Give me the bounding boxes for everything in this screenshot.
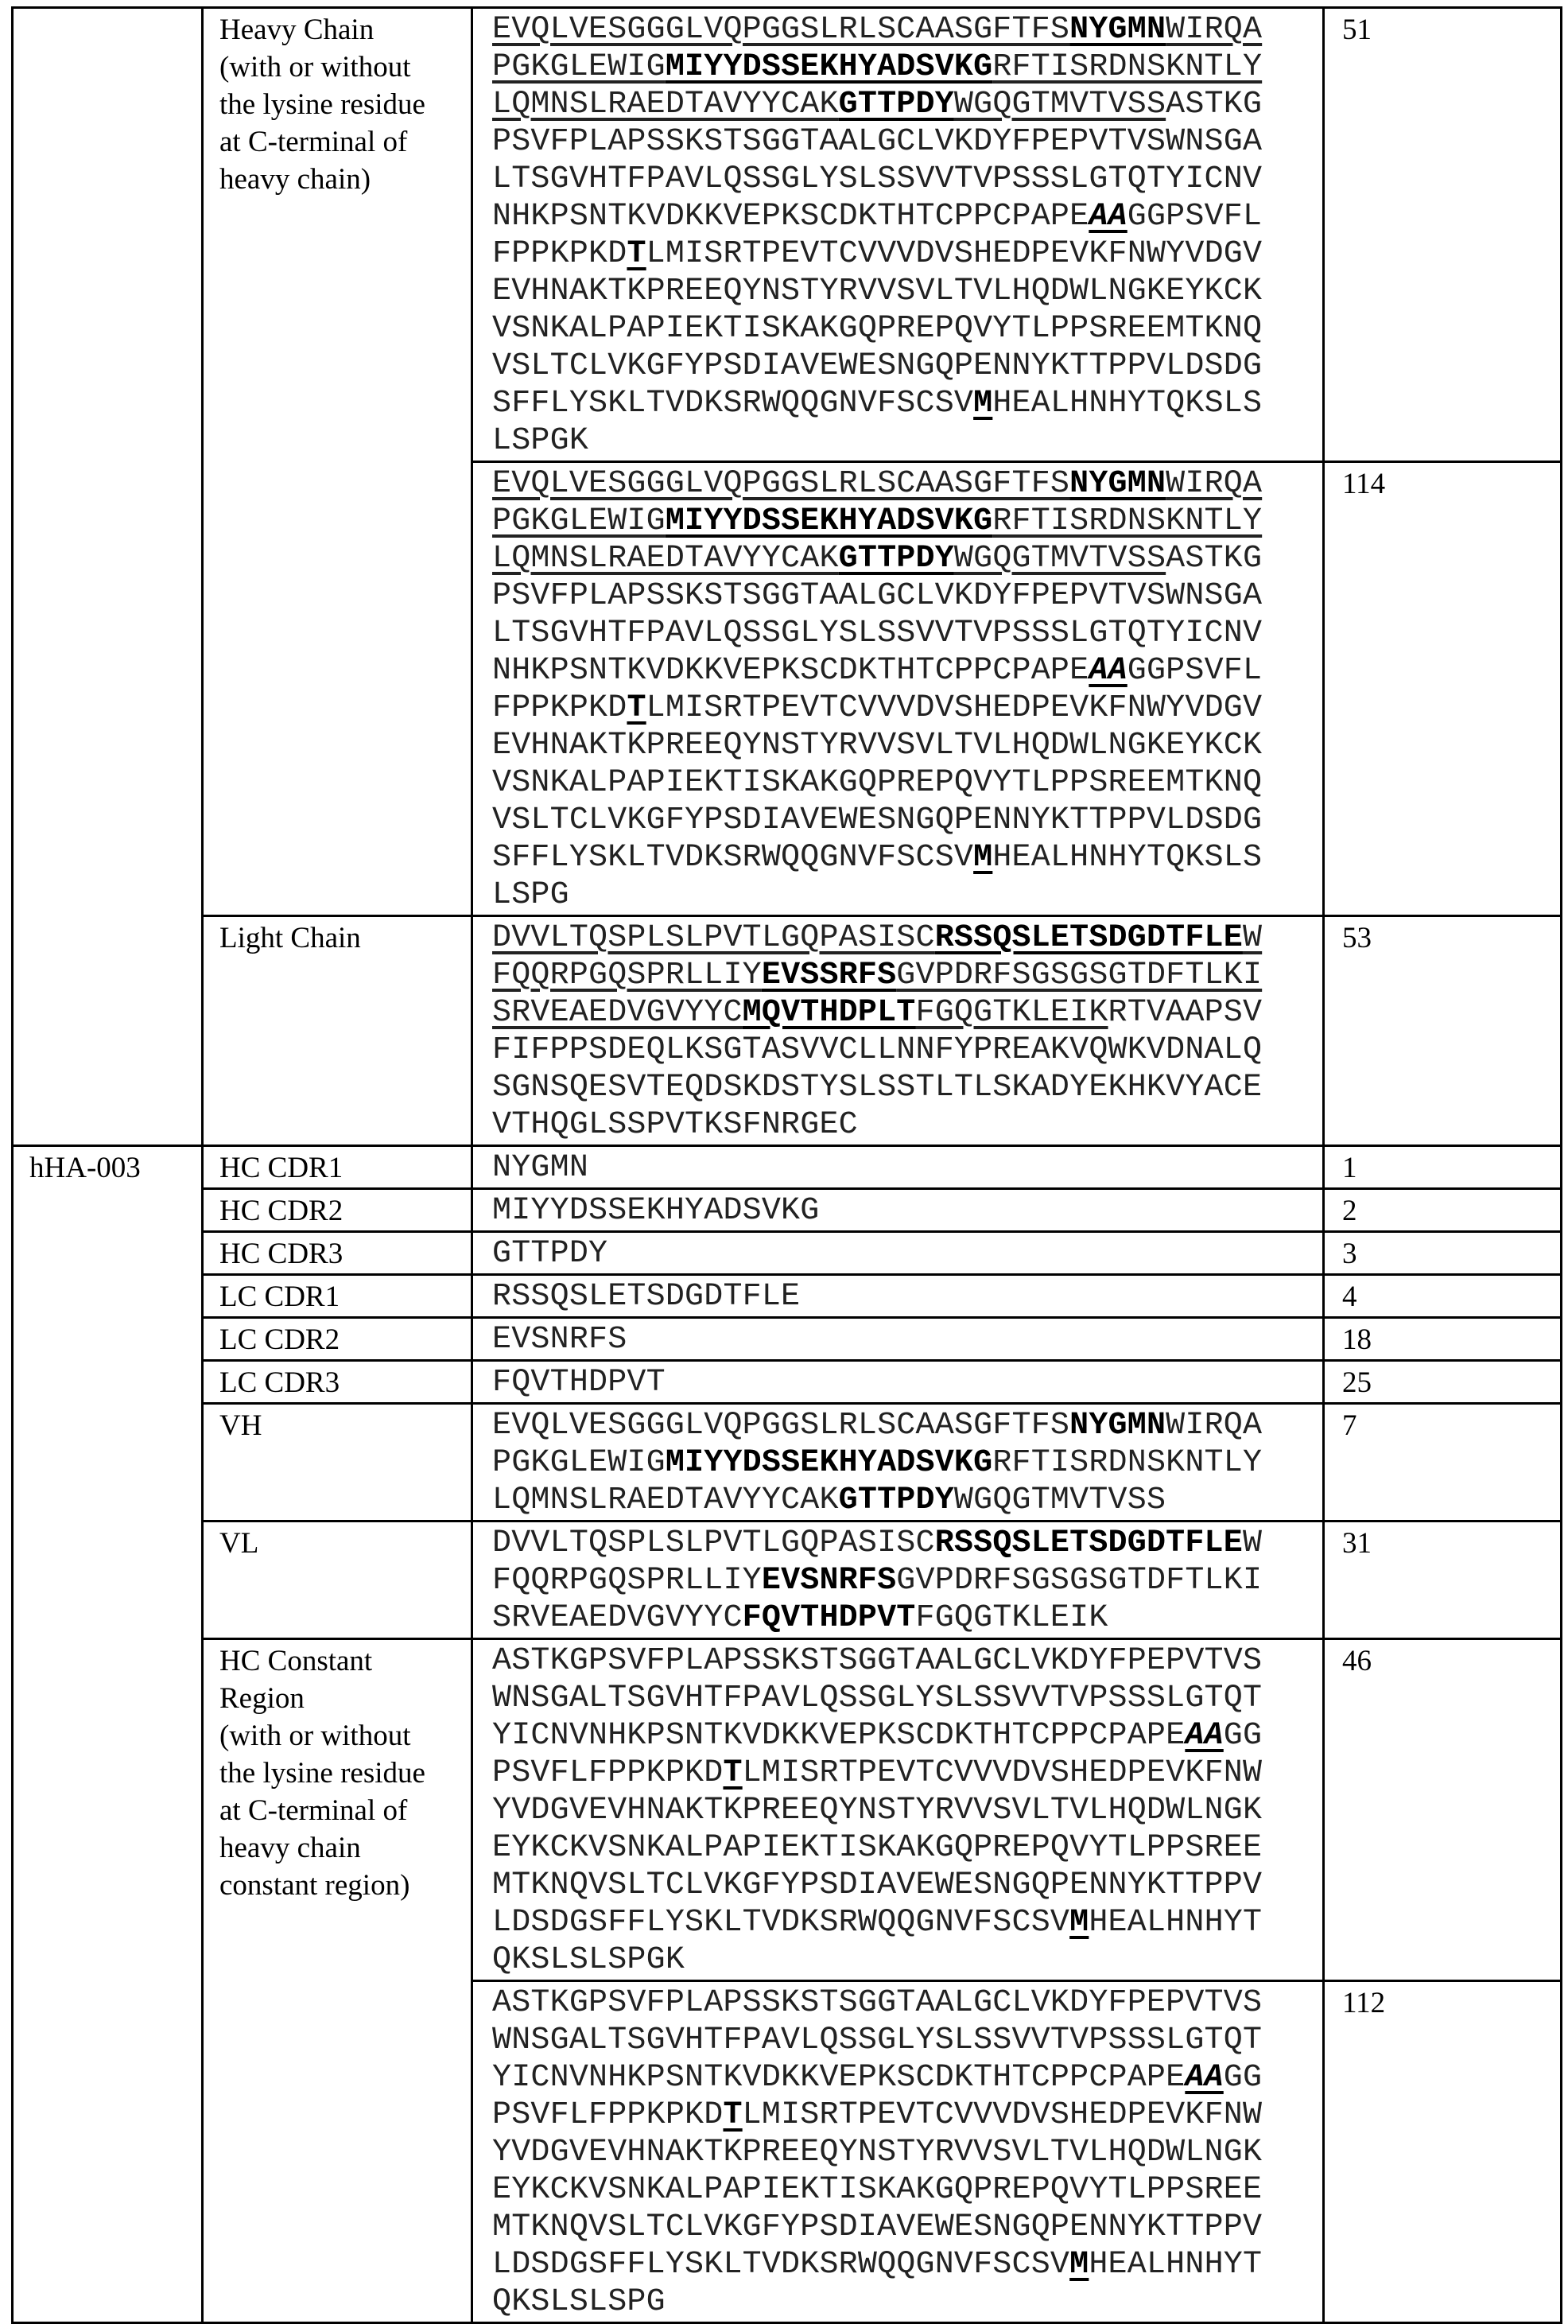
sequence-line xyxy=(492,273,1322,310)
residues: FPPKPKD xyxy=(492,690,627,726)
table-row xyxy=(13,1404,1562,1521)
residues: SFFLYSKLTVDKSRWQQGNVFSCSV xyxy=(492,386,973,422)
sequence-line xyxy=(492,348,1322,385)
residues: LSPG xyxy=(492,877,569,913)
residues: LDSDGSFFLYSKLTVDKSRWQQGNVFSCSV xyxy=(492,2247,1069,2283)
table-row xyxy=(13,1361,1562,1404)
sequence-line xyxy=(492,652,1322,690)
sequence-line xyxy=(492,1717,1322,1755)
residues: LSPGK xyxy=(492,423,588,459)
residues: FGQGTKLEIK xyxy=(916,1600,1108,1636)
residues: YICNVNHKPSNTKVDKKVEPKSCDKTHTCPPCPAPE xyxy=(492,2060,1185,2096)
region-label: HC Constant Region (with or without the lysine residue at C-terminal of heavy chain constant region) xyxy=(203,1639,472,2323)
sequence-line xyxy=(492,1482,1322,1519)
residues: LMISRTPEVTCVVVDVSHEDPEVKFNWYVDGV xyxy=(646,236,1263,272)
highlighted-residues: AA xyxy=(1089,199,1127,235)
seq-id-number: 18 xyxy=(1324,1318,1562,1361)
residues: EVQLVESGGGLVQPGGSLRLSCAASGFTFS xyxy=(492,12,1069,48)
table-row xyxy=(13,1189,1562,1232)
sequence-table xyxy=(11,6,1562,2324)
sequence-cell xyxy=(472,8,1324,462)
sequence-cell xyxy=(472,1146,1324,1189)
sequence-line xyxy=(492,2209,1322,2246)
sequence-line xyxy=(492,2097,1322,2134)
sequence-line xyxy=(492,2246,1322,2283)
residues: LQMNSLRAEDTAVYYCAK xyxy=(492,1483,839,1518)
residues: DVVLTQSPLSLPVTLGQPASISC xyxy=(492,920,935,956)
residues: GG xyxy=(1224,1718,1262,1754)
sequence-line xyxy=(492,1444,1322,1482)
residues: EYKCKVSNKALPAPIEKTISKAKGQPREPQVYTLPPSREE xyxy=(492,1830,1262,1866)
sequence-line xyxy=(492,86,1322,123)
highlighted-residues: EVSNRFS xyxy=(762,1563,896,1599)
sequence-line xyxy=(492,503,1322,540)
highlighted-residues: GTTPDY xyxy=(839,87,954,122)
residues: EVHNAKTKPREEQYNSTYRVVSVLTVLHQDWLNGKEYKCK xyxy=(492,274,1262,309)
residues: EVQLVESGGGLVQPGGSLRLSCAASGFTFS xyxy=(492,466,1069,502)
residues: RTVAAPSV xyxy=(1108,995,1263,1031)
sequence-cell xyxy=(472,916,1324,1146)
residues: GG xyxy=(1224,2060,1262,2096)
seq-id-number: 51 xyxy=(1324,8,1562,462)
sequence-line xyxy=(492,1364,1322,1401)
highlighted-residues: GTTPDY xyxy=(839,541,954,577)
sequence-line xyxy=(492,2022,1322,2059)
sequence-line xyxy=(492,764,1322,802)
residues: LTSGVHTFPAVLQSSGLYSLSSVVTVPSSSLGTQTYICNV xyxy=(492,616,1262,651)
residues: HEALHNHYT xyxy=(1089,2247,1262,2283)
residues: NHKPSNTKVDKKVEPKSCDKTHTCPPCPAPE xyxy=(492,199,1089,235)
antibody-name: hHA-003 xyxy=(13,1146,203,2323)
residues: VSNKALPAPIEKTISKAKGQPREPQVYTLPPSREEMTKNQ xyxy=(492,765,1262,801)
residues: PSVFPLAPSSKSTSGGTAALGCLVKDYFPEPVTVSWNSGA xyxy=(492,124,1262,160)
residues: RSSQSLETSDGDTFLE xyxy=(492,1279,800,1315)
highlighted-residues: NYGMN xyxy=(1069,12,1166,48)
residues: LDSDGSFFLYSKLTVDKSRWQQGNVFSCSV xyxy=(492,1905,1069,1941)
residues: RFTISRDNSKNTLY xyxy=(992,49,1262,85)
residues: HEALHNHYTQKSLS xyxy=(992,386,1262,422)
table-row xyxy=(13,1146,1562,1189)
sequence-line xyxy=(492,161,1322,198)
region-label: LC CDR1 xyxy=(203,1275,472,1318)
seq-id-number: 53 xyxy=(1324,916,1562,1146)
residues: MTKNQVSLTCLVKGFYPSDIAVEWESNGQPENNYKTTPPV xyxy=(492,1867,1262,1903)
residues: SFFLYSKLTVDKSRWQQGNVFSCSV xyxy=(492,840,973,876)
sequence-line xyxy=(492,1792,1322,1829)
residues: WGQGTMVTVSS xyxy=(954,1483,1166,1518)
table-row xyxy=(13,8,1562,462)
residues: LTSGVHTFPAVLQSSGLYSLSSVVTVPSSSLGTQTYICNV xyxy=(492,161,1262,197)
residues: HEALHNHYT xyxy=(1089,1905,1262,1941)
highlighted-residues: AA xyxy=(1185,2060,1223,2096)
sequence-line xyxy=(492,1235,1322,1273)
residues: VSLTCLVKGFYPSDIAVEWESNGQPENNYKTTPPVLDSDG xyxy=(492,348,1262,384)
region-label: LC CDR3 xyxy=(203,1361,472,1404)
residues: PSVFLFPPKPKD xyxy=(492,2097,723,2133)
sequence-line xyxy=(492,235,1322,273)
sequence-cell xyxy=(472,1232,1324,1275)
highlighted-residues: M xyxy=(1069,2247,1089,2283)
residues: VSNKALPAPIEKTISKAKGQPREPQVYTLPPSREEMTKNQ xyxy=(492,311,1262,347)
residues: RFTISRDNSKNTLY xyxy=(992,503,1262,539)
table-row xyxy=(13,1639,1562,1981)
residues: EVQLVESGGGLVQPGGSLRLSCAASGFTFS xyxy=(492,1408,1069,1444)
highlighted-residues: MIYYDSSEKHYADSVKG xyxy=(666,1445,992,1481)
seq-id-number: 2 xyxy=(1324,1189,1562,1232)
residues: FGQGTKLEIK xyxy=(916,995,1108,1031)
sequence-line xyxy=(492,577,1322,615)
residues: FQVTHDPVT xyxy=(492,1365,666,1401)
highlighted-residues: T xyxy=(723,2097,742,2133)
sequence-line xyxy=(492,1321,1322,1358)
residues: YVDGVEVHNAKTKPREEQYNSTYRVVSVLTVLHQDWLNGK xyxy=(492,1793,1262,1828)
seq-id-number: 46 xyxy=(1324,1639,1562,1981)
sequence-line xyxy=(492,1407,1322,1444)
highlighted-residues: MIYYDSSEKHYADSVKG xyxy=(666,49,992,85)
sequence-line xyxy=(492,1904,1322,1941)
seq-id-number: 4 xyxy=(1324,1275,1562,1318)
residues: W xyxy=(1243,920,1262,956)
table-row xyxy=(13,1232,1562,1275)
residues: GGPSVFL xyxy=(1127,653,1262,689)
table-row xyxy=(13,1275,1562,1318)
highlighted-residues: EVSSRFS xyxy=(762,958,896,993)
sequence-line xyxy=(492,1680,1322,1717)
residues: WNSGALTSGVHTFPAVLQSSGLYSLSSVVTVPSSSLGTQT xyxy=(492,1681,1262,1716)
region-label: VL xyxy=(203,1521,472,1639)
region-label: LC CDR2 xyxy=(203,1318,472,1361)
seq-id-number: 25 xyxy=(1324,1361,1562,1404)
sequence-cell xyxy=(472,1404,1324,1521)
sequence-line xyxy=(492,385,1322,422)
residues: ASTKG xyxy=(1166,87,1262,122)
sequence-line xyxy=(492,1192,1322,1230)
sequence-line xyxy=(492,1755,1322,1792)
region-label: Heavy Chain (with or without the lysine residue at C-terminal of heavy chain) xyxy=(203,8,472,916)
seq-id-number: 3 xyxy=(1324,1232,1562,1275)
sequence-line xyxy=(492,1941,1322,1979)
region-label: Light Chain xyxy=(203,916,472,1146)
sequence-cell xyxy=(472,462,1324,916)
highlighted-residues: M xyxy=(1069,1905,1089,1941)
highlighted-residues: NYGMN xyxy=(1069,466,1166,502)
residues: HEALHNHYTQKSLS xyxy=(992,840,1262,876)
residues: FPPKPKD xyxy=(492,236,627,272)
sequence-line xyxy=(492,1599,1322,1637)
highlighted-residues: MIYYDSSEKHYADSVKG xyxy=(666,503,992,539)
table-row xyxy=(13,916,1562,1146)
sequence-line xyxy=(492,957,1322,994)
sequence-line xyxy=(492,1984,1322,2022)
residues: ASTKG xyxy=(1166,541,1262,577)
residues: QKSLSLSPGK xyxy=(492,1942,685,1978)
seq-id-number: 31 xyxy=(1324,1521,1562,1639)
region-label: VH xyxy=(203,1404,472,1521)
sequence-line xyxy=(492,2134,1322,2171)
sequence-line xyxy=(492,310,1322,348)
region-label: HC CDR3 xyxy=(203,1232,472,1275)
sequence-line xyxy=(492,994,1322,1032)
sequence-line xyxy=(492,615,1322,652)
residues: DVVLTQSPLSLPVTLGQPASISC xyxy=(492,1525,935,1561)
highlighted-residues: AA xyxy=(1089,653,1127,689)
residues: WNSGALTSGVHTFPAVLQSSGLYSLSSVVTVPSSSLGTQT xyxy=(492,2023,1262,2058)
sequence-line xyxy=(492,919,1322,957)
residues: PSVFPLAPSSKSTSGGTAALGCLVKDYFPEPVTVSWNSGA xyxy=(492,578,1262,614)
residues: FIFPPSDEQLKSGTASVVCLLNNFYPREAKVQWKVDNALQ xyxy=(492,1032,1262,1068)
sequence-line xyxy=(492,465,1322,503)
sequence-line xyxy=(492,727,1322,764)
region-label: HC CDR1 xyxy=(203,1146,472,1189)
residues: MIYYDSSEKHYADSVKG xyxy=(492,1193,819,1229)
sequence-line xyxy=(492,123,1322,161)
residues: WIRQA xyxy=(1166,466,1262,502)
sequence-line xyxy=(492,11,1322,49)
sequence-line xyxy=(492,422,1322,460)
seq-id-number: 7 xyxy=(1324,1404,1562,1521)
sequence-line xyxy=(492,1525,1322,1562)
residues: NYGMN xyxy=(492,1150,588,1186)
table-row xyxy=(13,1318,1562,1361)
residues: NHKPSNTKVDKKVEPKSCDKTHTCPPCPAPE xyxy=(492,653,1089,689)
sequence-line xyxy=(492,2059,1322,2097)
residues: PSVFLFPPKPKD xyxy=(492,1755,723,1791)
sequence-cell xyxy=(472,1275,1324,1318)
residues: YVDGVEVHNAKTKPREEQYNSTYRVVSVLTVLHQDWLNGK xyxy=(492,2135,1262,2170)
residues: GTTPDY xyxy=(492,1236,607,1272)
sequence-cell xyxy=(472,1521,1324,1639)
residues: GVPDRFSGSGSGTDFTLKI xyxy=(896,958,1262,993)
residues: WGQGTMVTVSS xyxy=(954,541,1166,577)
highlighted-residues: NYGMN xyxy=(1069,1408,1166,1444)
sequence-cell xyxy=(472,1318,1324,1361)
sequence-line xyxy=(492,1278,1322,1316)
residues: LMISRTPEVTCVVVDVSHEDPEVKFNW xyxy=(743,1755,1263,1791)
residues: EYKCKVSNKALPAPIEKTISKAKGQPREPQVYTLPPSREE xyxy=(492,2172,1262,2208)
residues: SRVEAEDVGVYYC xyxy=(492,995,743,1031)
residues: EVSNRFS xyxy=(492,1322,627,1358)
residues: LMISRTPEVTCVVVDVSHEDPEVKFNWYVDGV xyxy=(646,690,1263,726)
highlighted-residues: M xyxy=(973,386,992,422)
sequence-line xyxy=(492,1106,1322,1144)
seq-id-number: 114 xyxy=(1324,462,1562,916)
residues: YICNVNHKPSNTKVDKKVEPKSCDKTHTCPPCPAPE xyxy=(492,1718,1185,1754)
residues: RFTISRDNSKNTLY xyxy=(992,1445,1262,1481)
highlighted-residues: MQVTHDPLT xyxy=(743,995,916,1031)
residues: ASTKGPSVFPLAPSSKSTSGGTAALGCLVKDYFPEPVTVS xyxy=(492,1643,1262,1679)
residues: GVPDRFSGSGSGTDFTLKI xyxy=(896,1563,1262,1599)
sequence-line xyxy=(492,802,1322,839)
sequence-cell xyxy=(472,1361,1324,1404)
seq-id-number: 1 xyxy=(1324,1146,1562,1189)
highlighted-residues: FQVTHDPVT xyxy=(743,1600,916,1636)
residues: MTKNQVSLTCLVKGFYPSDIAVEWESNGQPENNYKTTPPV xyxy=(492,2209,1262,2245)
residues: WIRQA xyxy=(1166,12,1262,48)
sequence-line xyxy=(492,1032,1322,1069)
sequence-line xyxy=(492,2171,1322,2209)
residues: QKSLSLSPG xyxy=(492,2284,666,2320)
residues: WIRQA xyxy=(1166,1408,1262,1444)
sequence-line xyxy=(492,1149,1322,1187)
sequence-line xyxy=(492,198,1322,235)
residues: VTHQGLSSPVTKSFNRGEC xyxy=(492,1107,858,1143)
highlighted-residues: T xyxy=(723,1755,742,1791)
sequence-line xyxy=(492,540,1322,577)
sequence-line xyxy=(492,690,1322,727)
sequence-cell xyxy=(472,1189,1324,1232)
residues: FQQRPGQSPRLLIY xyxy=(492,958,762,993)
residues: EVHNAKTKPREEQYNSTYRVVSVLTVLHQDWLNGKEYKCK xyxy=(492,728,1262,764)
seq-id-number: 112 xyxy=(1324,1981,1562,2323)
sequence-cell xyxy=(472,1639,1324,1981)
sequence-line xyxy=(492,1867,1322,1904)
highlighted-residues: T xyxy=(627,690,646,726)
sequence-line xyxy=(492,1642,1322,1680)
residues: LMISRTPEVTCVVVDVSHEDPEVKFNW xyxy=(743,2097,1263,2133)
sequence-line xyxy=(492,839,1322,876)
region-label: HC CDR2 xyxy=(203,1189,472,1232)
residues: PGKGLEWIG xyxy=(492,503,666,539)
sequence-line xyxy=(492,2283,1322,2321)
residues: WGQGTMVTVSS xyxy=(954,87,1166,122)
residues: ASTKGPSVFPLAPSSKSTSGGTAALGCLVKDYFPEPVTVS xyxy=(492,1985,1262,2021)
residues: W xyxy=(1243,1525,1262,1561)
sequence-cell xyxy=(472,1981,1324,2323)
sequence-line xyxy=(492,1069,1322,1106)
highlighted-residues: RSSQSLETSDGDTFLE xyxy=(935,920,1243,956)
residues: SGNSQESVTEQDSKDSTYSLSSTLTLSKADYEKHKVYACE xyxy=(492,1070,1262,1106)
table-row xyxy=(13,1521,1562,1639)
residues: FQQRPGQSPRLLIY xyxy=(492,1563,762,1599)
sequence-line xyxy=(492,876,1322,914)
highlighted-residues: T xyxy=(627,236,646,272)
residues: VSLTCLVKGFYPSDIAVEWESNGQPENNYKTTPPVLDSDG xyxy=(492,803,1262,838)
residues: LQMNSLRAEDTAVYYCAK xyxy=(492,87,839,122)
residues: PGKGLEWIG xyxy=(492,49,666,85)
residues: GGPSVFL xyxy=(1127,199,1262,235)
highlighted-residues: M xyxy=(973,840,992,876)
sequence-line xyxy=(492,1562,1322,1599)
highlighted-residues: RSSQSLETSDGDTFLE xyxy=(935,1525,1243,1561)
residues: SRVEAEDVGVYYC xyxy=(492,1600,743,1636)
sequence-line xyxy=(492,1829,1322,1867)
residues: PGKGLEWIG xyxy=(492,1445,666,1481)
residues: LQMNSLRAEDTAVYYCAK xyxy=(492,541,839,577)
sequence-line xyxy=(492,49,1322,86)
antibody-cell-previous xyxy=(13,8,203,1146)
highlighted-residues: AA xyxy=(1185,1718,1223,1754)
highlighted-residues: GTTPDY xyxy=(839,1483,954,1518)
